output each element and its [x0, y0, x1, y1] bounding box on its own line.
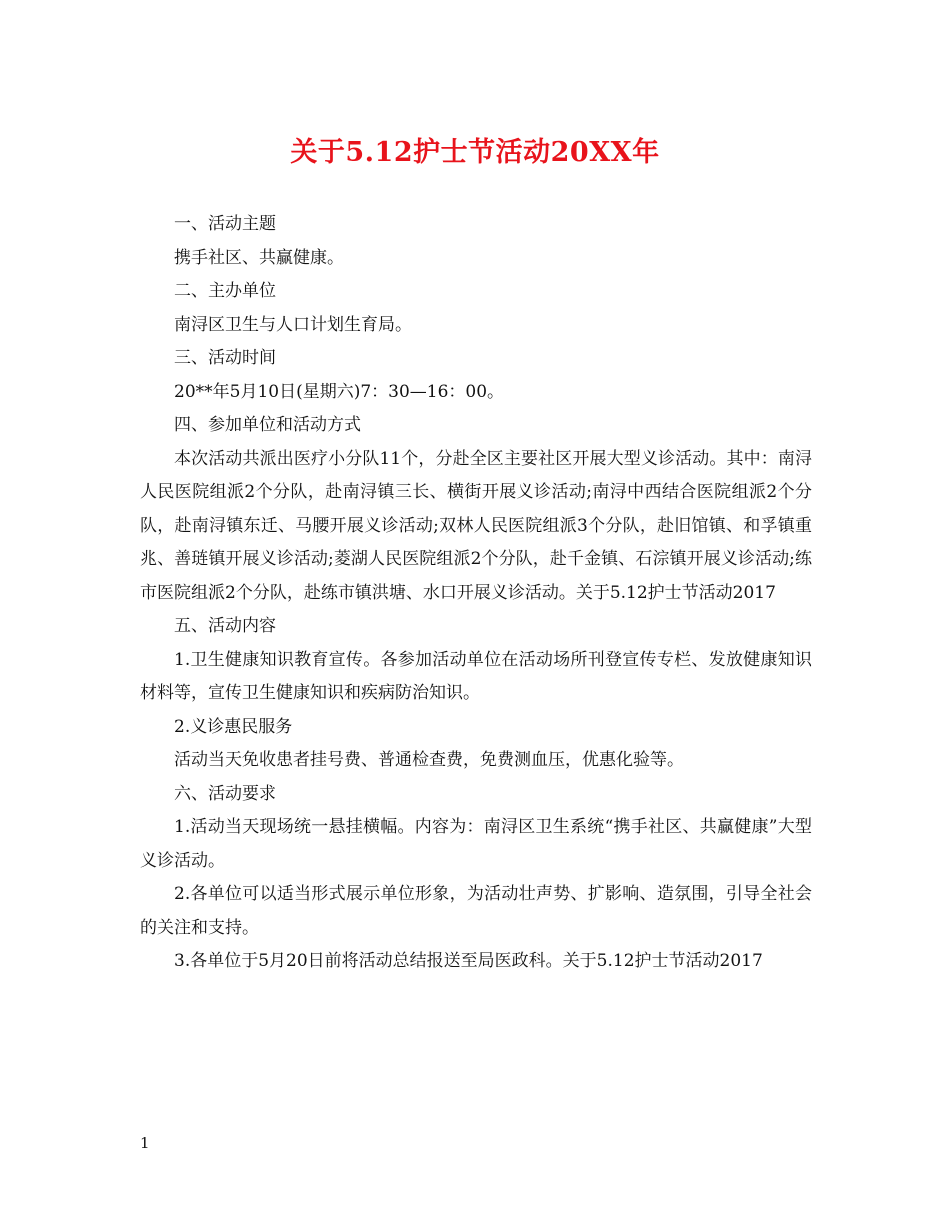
paragraph-organizer: 南浔区卫生与人口计划生育局。: [174, 314, 412, 335]
paragraph-content-2: 2.义诊惠民服务: [174, 716, 293, 737]
section-heading-content: 五、活动内容: [174, 616, 276, 636]
paragraph-requirement-1: 1.活动当天现场统一悬挂横幅。内容为：南浔区卫生系统“携手社区、共赢健康”大型义诊活动。: [140, 817, 812, 871]
paragraph-requirement-3: 3.各单位于5月20日前将活动总结报送至局医政科。关于5.12护士节活动2017: [174, 951, 763, 971]
paragraph-time: 20**年5月10日(星期六)7：30—16：00。: [174, 381, 505, 402]
section-heading-theme: 一、活动主题: [174, 214, 276, 234]
document-title: 关于5.12护士节活动20XX年: [290, 137, 660, 168]
section-heading-organizer: 二、主办单位: [174, 281, 276, 301]
section-heading-requirements: 六、活动要求: [174, 783, 276, 804]
paragraph-content-1: 1.卫生健康知识教育宣传。各参加活动单位在活动场所刊登宣传专栏、发放健康知识材料等，宣传卫生健康知识和疾病防治知识。: [140, 649, 812, 703]
section-heading-participants: 四、参加单位和活动方式: [174, 415, 361, 435]
document-body: [140, 208, 812, 979]
paragraph-participants: 本次活动共派出医疗小分队11个，分赴全区主要社区开展大型义诊活动。其中：南浔人民医院组派2个分队，赴南浔镇三长、横街开展义诊活动;南浔中西结合医院组派2个分队，赴南浔镇东迁、马腰开展义诊活动;双林人民医院组派3个分队，赴旧馆镇、和孚镇重兆、善琏镇开展义诊活动;菱湖人民医院组派2个分队，赴千金镇、石淙镇开展义诊活动;练市医院组派2个分队，赴练市镇洪塘、水口开展义诊活动。关于5.12护士节活动2017: [140, 448, 812, 603]
section-heading-time: 三、活动时间: [174, 348, 276, 368]
paragraph-requirement-2: 2.各单位可以适当形式展示单位形象，为活动壮声势、扩影响、造氛围，引导全社会的关注和支持。: [140, 884, 812, 938]
paragraph-content-3: 活动当天免收患者挂号费、普通检查费，免费测血压，优惠化验等。: [174, 750, 684, 770]
paragraph-theme: 携手社区、共赢健康。: [174, 247, 344, 268]
page-number: 1: [140, 1134, 150, 1152]
